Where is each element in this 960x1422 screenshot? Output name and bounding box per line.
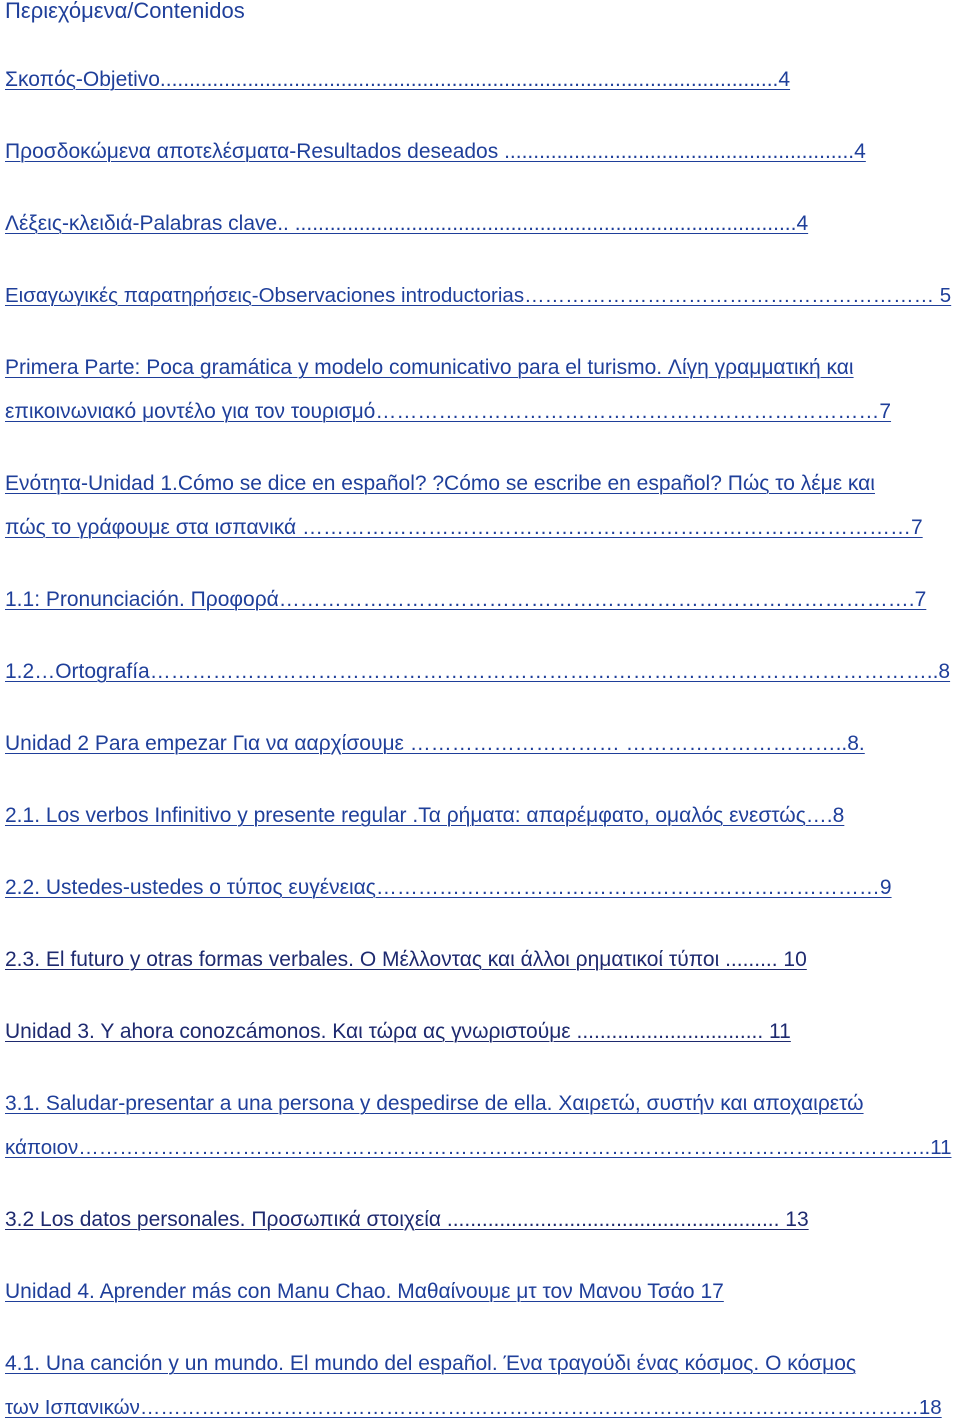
toc-entry-observaciones[interactable]: Εισαγωγικές παρατηρήσεις-Observaciones introductorias…………………………………………………… 5 — [5, 284, 952, 307]
toc-entry-unidad-1-cont[interactable]: πώς το γράφουμε στα ισπανικά ……………………………………………………………………………7 — [5, 516, 923, 539]
toc-entry-unidad-4[interactable]: Unidad 4. Aprender más con Manu Chao. Μαθαίνουμε μτ τον Μανου Τσάο 17 — [5, 1280, 724, 1303]
toc-entry-primera-parte[interactable]: Primera Parte: Poca gramática y modelo comunicativo para el turismo. Λίγη γραμματική και — [5, 356, 854, 379]
toc-entry-resultados[interactable]: Προσδοκώμενα αποτελέσματα-Resultados deseados ............................................................4 — [5, 140, 866, 163]
toc-entry-ustedes[interactable]: 2.2. Ustedes-ustedes ο τύπος ευγένειας………………………………………………………………9 — [5, 876, 892, 899]
toc-entry-saludar[interactable]: 3.1. Saludar-presentar a una persona y despedirse de ella. Χαιρετώ, συστήν και αποχαιρετώ — [5, 1092, 864, 1115]
toc-entry-unidad-2[interactable]: Unidad 2 Para empezar Για να ααρχίσουμε ………………………… …………………………..8. — [5, 732, 865, 755]
toc-entry-unidad-1[interactable]: Ενότητα-Unidad 1.Cómo se dice en español? ?Cómo se escribe en español? Πώς το λέμε και — [5, 472, 875, 495]
toc-entry-objetivo[interactable]: Σκοπός-Objetivo..........................................................................................................4 — [5, 68, 791, 91]
toc-entry-ortografia[interactable]: 1.2…Ortografía…………………………………………………………………………………………………..8 — [5, 660, 951, 683]
toc-entry-datos-personales[interactable]: 3.2 Los datos personales. Προσωπικά στοιχεία ......................................................... 13 — [5, 1208, 809, 1231]
toc-entry-unidad-3[interactable]: Unidad 3. Y ahora conozcámonos. Και τώρα ας γνωριστούμε ................................ 11 — [5, 1020, 791, 1043]
toc-entry-primera-parte-cont[interactable]: επικοινωνιακό μοντέλο για τον τουρισμό………………………………………………………………7 — [5, 400, 892, 423]
toc-entry-una-cancion-cont[interactable]: των Ισπανικών……………………………………………………………………………………………………18 — [5, 1396, 942, 1419]
toc-entry-una-cancion[interactable]: 4.1. Una canción y un mundo. El mundo del español. Ένα τραγούδι ένας κόσμος. Ο κόσμος — [5, 1352, 857, 1375]
page-title: Περιεχόμενα/Contenidos — [5, 0, 245, 23]
toc-entry-el-futuro[interactable]: 2.3. El futuro y otras formas verbales. Ο Μέλλοντας και άλλοι ρηματικοί τύποι ......... 10 — [5, 948, 807, 971]
toc-entry-los-verbos[interactable]: 2.1. Los verbos Infinitivo y presente regular .Τα ρήματα: απαρέμφατο, ομαλός ενεστώς….8 — [5, 804, 845, 827]
toc-entry-saludar-cont[interactable]: κάποιον……………………………………………………………………………………………………………..11 — [5, 1136, 952, 1159]
toc-entry-pronunciacion[interactable]: 1.1: Pronunciación. Προφορά……………………………………………………………………………….7 — [5, 588, 927, 611]
toc-entry-palabras-clave[interactable]: Λέξεις-κλειδιά-Palabras clave.. ......................................................................................4 — [5, 212, 809, 235]
